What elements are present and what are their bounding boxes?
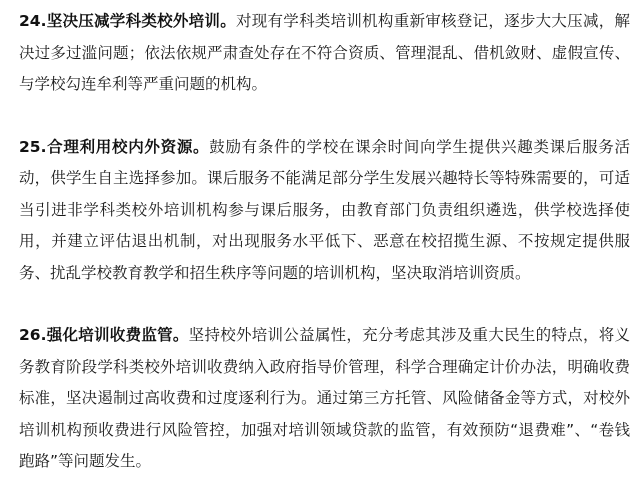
paragraph-heading: 24.坚决压减学科类校外培训。 [19, 12, 236, 30]
paragraph-body: 鼓励有条件的学校在课余时间向学生提供兴趣类课后服务活动，供学生自主选择参加。课后服务不能满足部分学生发展兴趣特长等特殊需要的，可适当引进非学科类校外培训机构参与课后服务，由教育部门负责组织遴选，供学校选择使用，并建立评估退出机制，对出现服务水平低下、恶意在校招揽生源、不按规定提供服务、扰乱学校教育教学和招生秩序等问题的培训机构，坚决取消培训资质。 [19, 137, 630, 282]
paragraph-body: 对现有学科类培训机构重新审核登记，逐步大大压减，解决过多过滥问题；依法依规严肃查处存在不符合资质、管理混乱、借机敛财、虚假宣传、与学校勾连牟利等严重问题的机构。 [19, 12, 630, 93]
paragraph-24 [19, 6, 630, 101]
paragraph-heading: 25.合理利用校内外资源。 [19, 137, 210, 156]
paragraph-heading: 26.强化培训收费监管。 [19, 326, 189, 344]
paragraph-26 [19, 320, 630, 478]
paragraph-body: 坚持校外培训公益属性，充分考虑其涉及重大民生的特点，将义务教育阶段学科类校外培训收费纳入政府指导价管理，科学合理确定计价办法，明确收费标准，坚决遏制过高收费和过度逐利行为。通过第三方托管、风险储备金等方式，对校外培训机构预收费进行风险管控，加强对培训领域贷款的监管，有效预防“退费难”、“卷钱跑路”等问题发生。 [19, 326, 630, 470]
paragraph-25 [19, 132, 630, 290]
